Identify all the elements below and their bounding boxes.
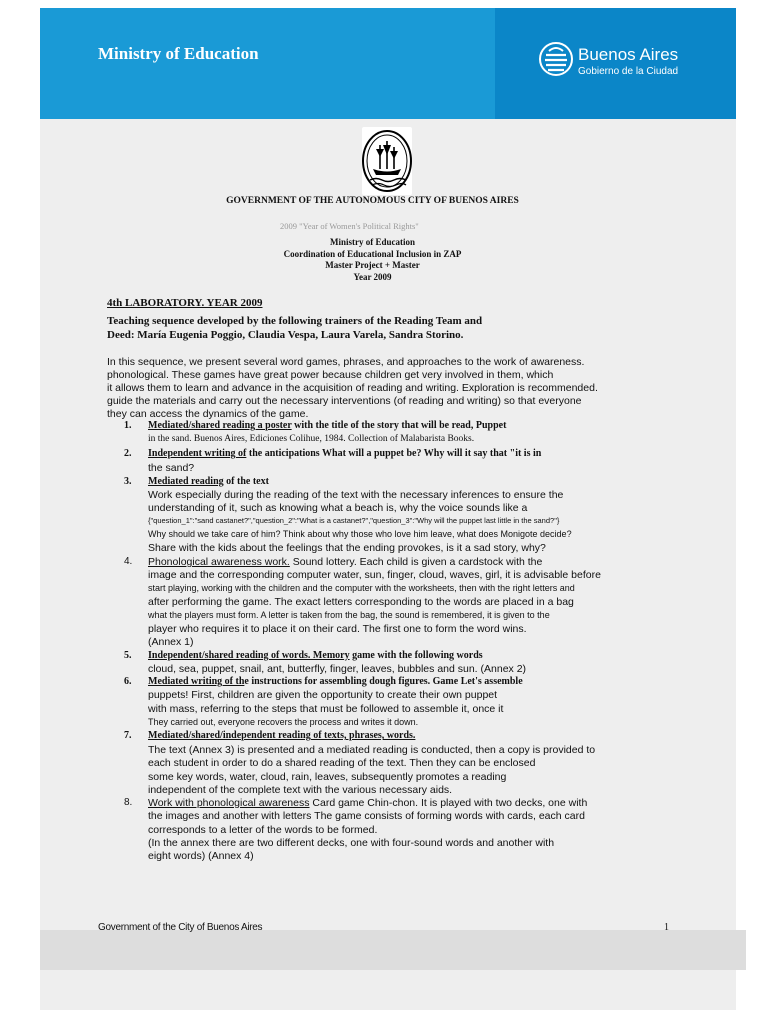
item-heading <box>148 797 587 809</box>
item-text: cloud, sea, puppet, snail, ant, butterfly, finger, leaves, bubbles and sun. (Annex 2) <box>148 663 527 675</box>
item-heading <box>148 420 506 431</box>
item-text: after performing the game. The exact letters corresponding to the words are placed in a bag <box>148 596 574 608</box>
footer-bar <box>40 930 746 970</box>
item-heading-underlined: Phonological awareness work. <box>148 556 290 568</box>
item-heading-rest: of the text <box>223 476 269 487</box>
document-page <box>40 8 736 1010</box>
item-text: Work especially during the reading of the text with the necessary inferences to ensure the <box>148 489 564 501</box>
buenos-aires-logo-icon <box>538 41 574 77</box>
item-number: 7. <box>124 730 132 741</box>
intro-paragraph <box>107 356 707 421</box>
item-heading-rest: Card game Chin-chon. It is played with two decks, one with <box>309 797 588 809</box>
item-heading-rest: the anticipations What will a puppet be? Why will it say that "it is in <box>246 448 542 459</box>
item-text: eight words) (Annex 4) <box>148 850 254 862</box>
item-text: independent of the complete text with the various necessary aids. <box>148 784 453 796</box>
intro-line: they can access the dynamics of the game. <box>107 408 309 420</box>
footer-text: Government of the City of Buenos Aires <box>98 922 263 933</box>
item-heading <box>148 676 523 687</box>
ministry-line: Ministry of Education <box>329 237 415 247</box>
year-line: Year 2009 <box>353 271 392 282</box>
item-heading <box>148 448 541 459</box>
teaching-line-1: Teaching sequence developed by the following trainers of the Reading Team and <box>107 315 483 327</box>
item-text: in the sand. Buenos Aires, Ediciones Colihue, 1984. Collection of Malabarista Books. <box>148 434 475 444</box>
intro-line: In this sequence, we present several word games, phrases, and approaches to the work of awareness. <box>107 356 585 368</box>
intro-line: it allows them to learn and advance in the acquisition of reading and writing. Exploration is recommended. <box>107 382 598 394</box>
teaching-line-2: Deed: María Eugenia Poggio, Claudia Vespa, Laura Varela, Sandra Storino. <box>107 329 464 341</box>
logo-name: Buenos Aires <box>578 45 679 64</box>
item-text: {"question_1":"sand castanet?","question_2":"What is a castanet?","question_3":"Why will the puppet last little in the sand?"} <box>148 516 560 525</box>
item-heading: Mediated/shared/independent reading of texts, phrases, words. <box>148 730 416 741</box>
item-text: Why should we take care of him? Think about why those who love him leave, what does Monigote decide? <box>148 529 572 539</box>
intro-line: phonological. These games have great power because children get very involved in them, which <box>107 369 554 381</box>
item-number: 4. <box>124 556 133 567</box>
item-text: the images and another with letters The game consists of forming words with cards, each card <box>148 810 585 822</box>
item-heading <box>148 650 483 661</box>
item-heading <box>148 556 542 568</box>
item-text: what the players must form. A letter is taken from the bag, the sound is remembered, it is given to the <box>148 610 550 620</box>
item-heading-rest: game with the following words <box>349 650 483 661</box>
item-text: some key words, water, cloud, rain, leaves, subsequently promotes a reading <box>148 771 507 783</box>
item-text: corresponds to a letter of the words to be formed. <box>148 824 378 836</box>
header-banner <box>40 8 736 119</box>
item-text: (Annex 1) <box>148 636 194 648</box>
item-text: Share with the kids about the feelings that the ending provokes, is it a sad story, why? <box>148 542 546 554</box>
item-text: with mass, referring to the steps that must be followed to assemble it, once it <box>148 703 504 715</box>
item-text: player who requires it to place it on their card. The first one to form the word wins. <box>148 623 527 635</box>
item-heading-underlined: Work with phonological awareness <box>148 797 310 809</box>
teaching-sequence-heading <box>107 314 707 342</box>
laboratory-title: 4th LABORATORY. YEAR 2009 <box>107 297 263 309</box>
item-text: The text (Annex 3) is presented and a mediated reading is conducted, then a copy is provided to <box>148 744 596 756</box>
item-text: They carried out, everyone recovers the process and writes it down. <box>148 717 419 727</box>
page-number: 1 <box>664 922 669 933</box>
item-text: (In the annex there are two different decks, one with four-sound words and another with <box>148 837 555 849</box>
item-heading-underlined: Mediated reading <box>148 476 224 487</box>
item-heading-underlined: Independent writing of <box>148 448 247 459</box>
item-heading-underlined: Independent/shared reading of words. Memory <box>148 650 350 661</box>
item-text: puppets! First, children are given the opportunity to create their own puppet <box>148 689 498 701</box>
item-heading-underlined: Mediated writing of th <box>148 676 245 687</box>
item-heading <box>148 476 269 487</box>
intro-line: guide the materials and carry out the necessary interventions (of reading and writing) so that everyone <box>107 395 582 407</box>
item-number: 2. <box>124 448 132 459</box>
item-text: start playing, working with the children and the computer with the worksheets, then with the right letters and <box>148 583 575 593</box>
item-heading-rest: with the title of the story that will be read, Puppet <box>291 420 507 431</box>
government-heading: GOVERNMENT OF THE AUTONOMOUS CITY OF BUENOS AIRES <box>226 196 519 206</box>
year-of-women-line: 2009 "Year of Women's Political Rights" <box>280 221 419 231</box>
item-number: 3. <box>124 476 132 487</box>
item-heading-rest: e instructions for assembling dough figures. Game Let's assemble <box>244 676 523 687</box>
item-heading-rest: Sound lottery. Each child is given a cardstock with the <box>289 556 543 568</box>
logo-subtitle: Gobierno de la Ciudad <box>578 66 679 77</box>
item-text: understanding of it, such as knowing what a beach is, why the voice sounds like a <box>148 502 528 514</box>
item-number: 1. <box>124 420 132 431</box>
ministry-title: Ministry of Education <box>98 44 259 63</box>
item-heading-underlined: Mediated/shared reading a poster <box>148 420 292 431</box>
project-line: Master Project + Master <box>325 260 420 270</box>
item-text: the sand? <box>148 462 195 474</box>
item-number: 6. <box>124 676 132 687</box>
city-crest-icon <box>360 125 414 197</box>
item-text: image and the corresponding computer water, sun, finger, cloud, waves, girl, it is advisable before <box>148 569 601 581</box>
item-text: each student in order to do a shared reading of the text. Then they can be enclosed <box>148 757 536 769</box>
item-number: 8. <box>124 797 133 808</box>
item-number: 5. <box>124 650 132 661</box>
ministry-block <box>40 237 705 283</box>
coordination-line: Coordination of Educational Inclusion in ZAP <box>283 248 462 259</box>
